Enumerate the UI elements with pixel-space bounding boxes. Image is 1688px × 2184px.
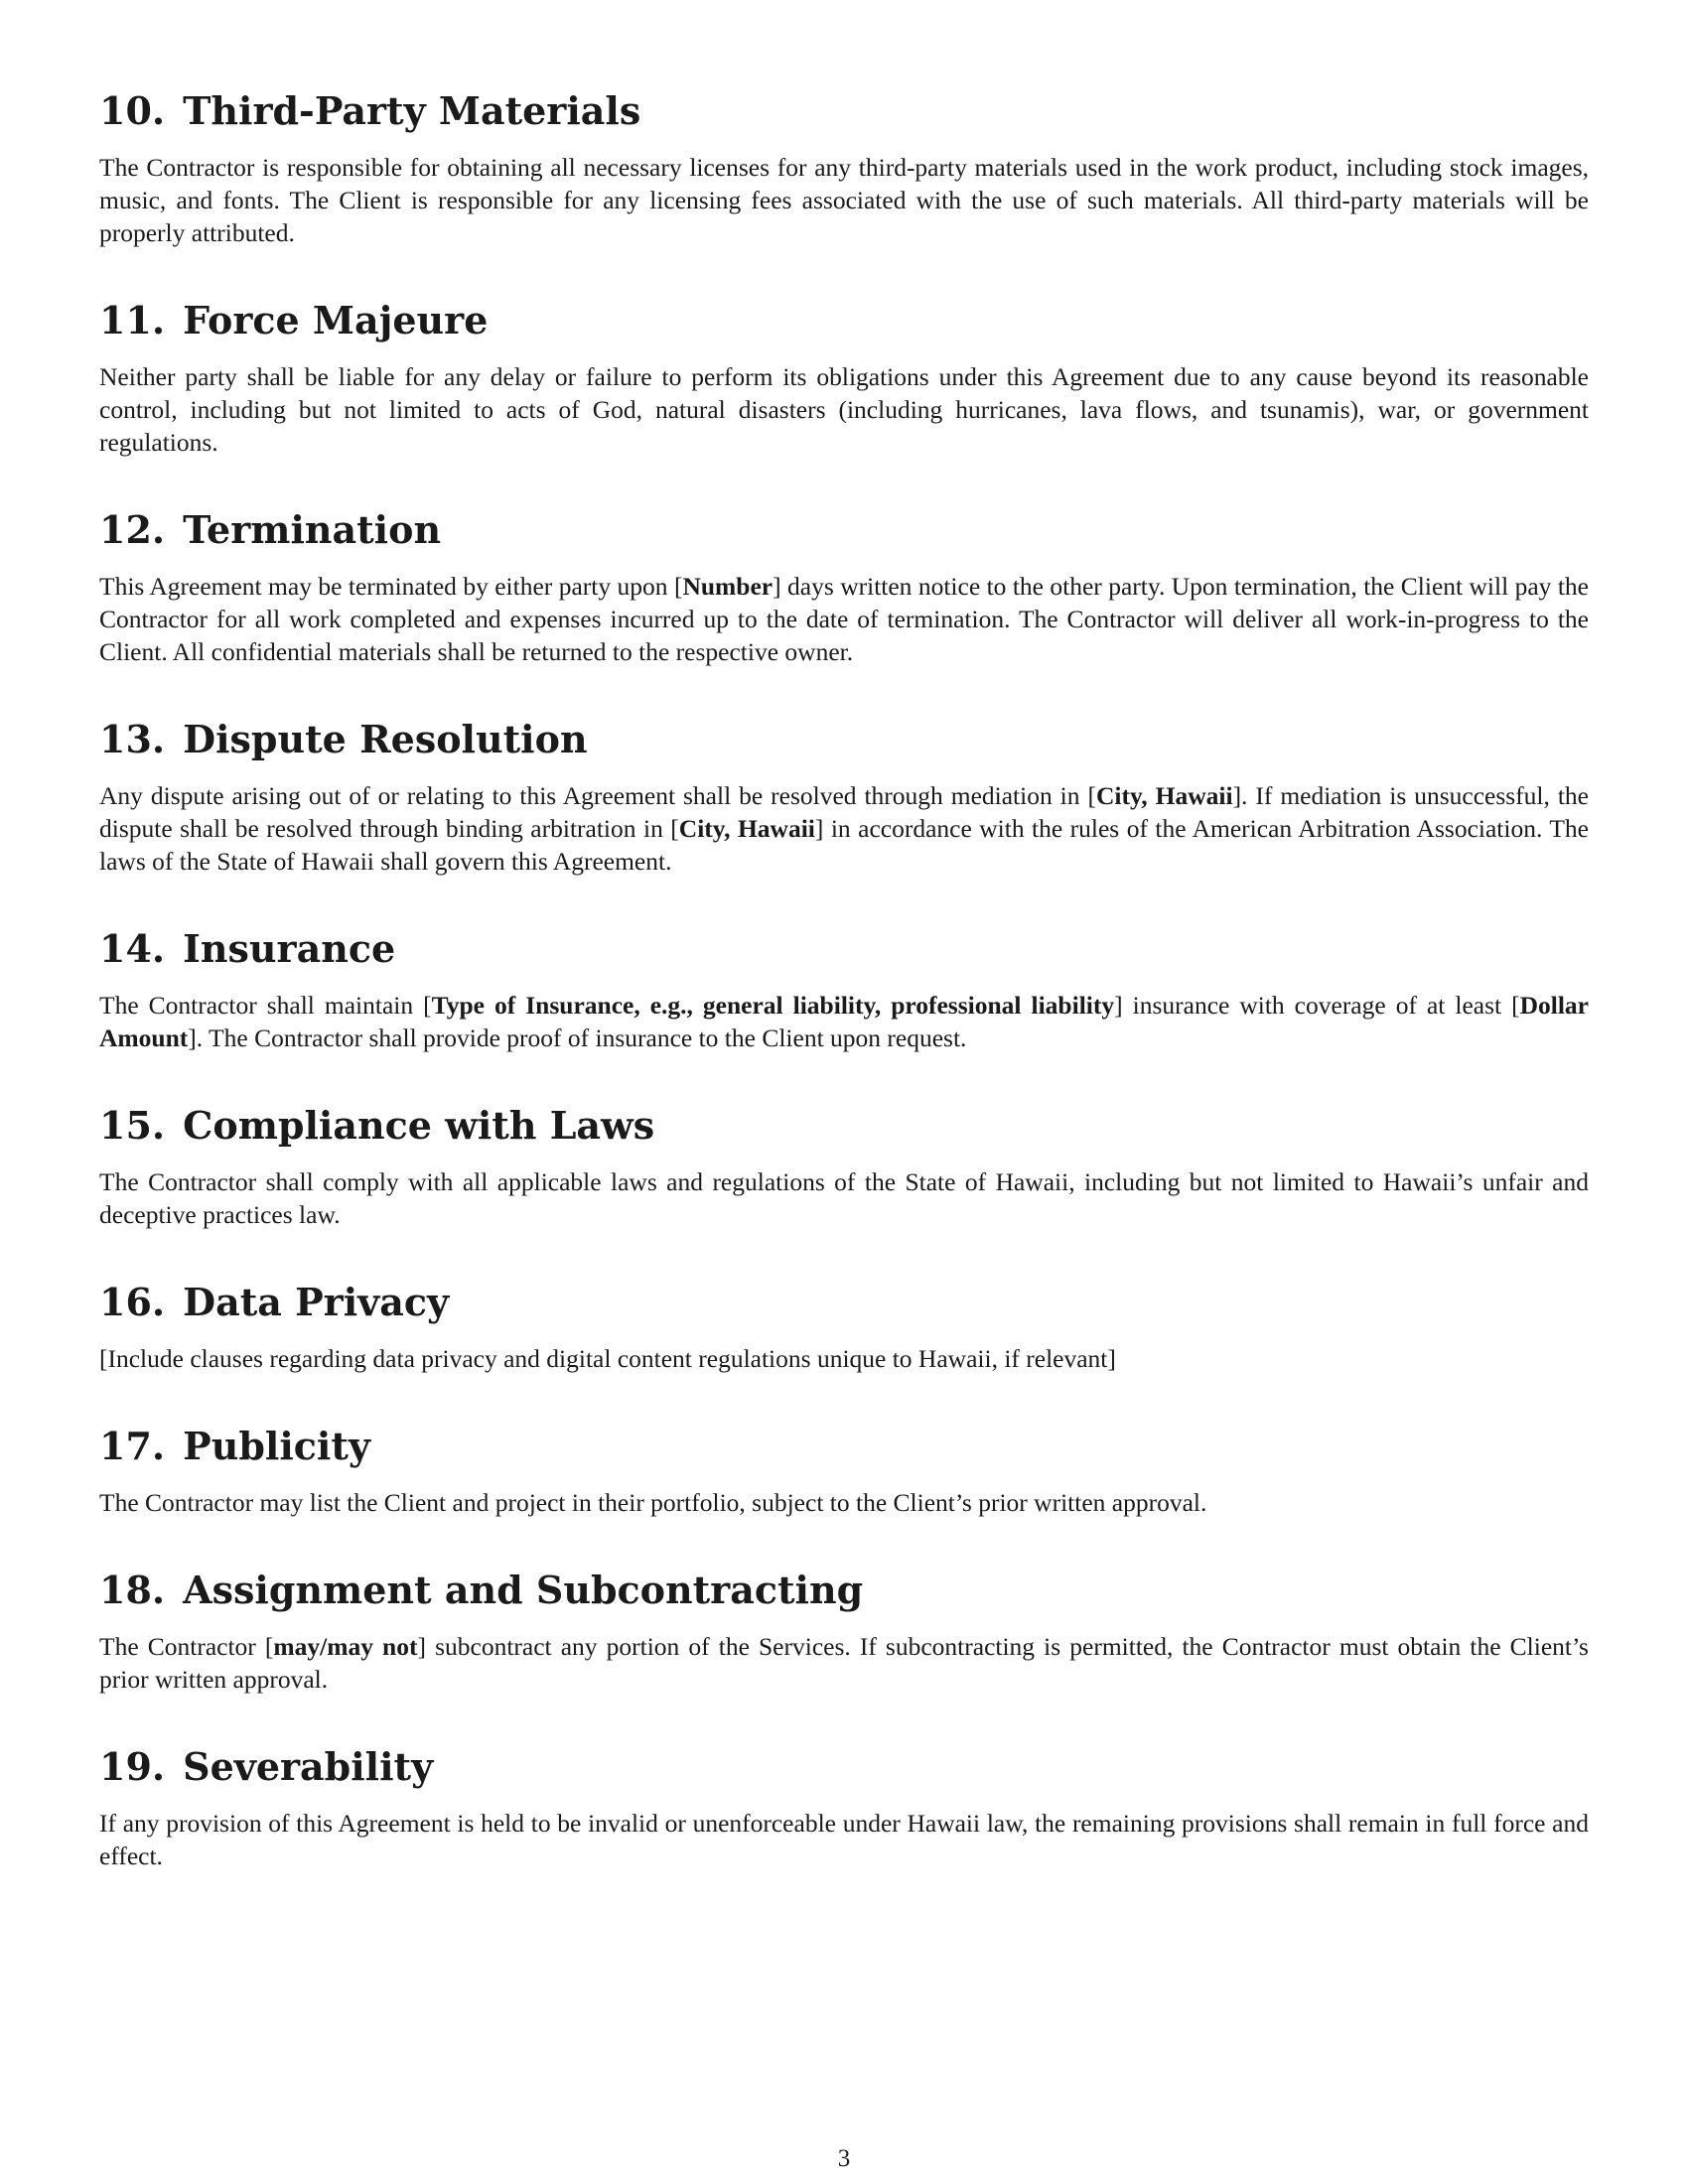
section-heading [99,1277,1589,1328]
section-paragraph [99,1342,1589,1375]
section-data-privacy [99,1277,1589,1375]
section-heading [99,1421,1589,1472]
section-number: 11. [99,298,166,342]
section-paragraph [99,1486,1589,1519]
text-run: [Include clauses regarding data privacy and digital content regulations unique to Hawaii, if relevant] [99,1344,1116,1373]
text-run: This Agreement may be terminated by either party upon [ [99,572,683,601]
section-paragraph [99,989,1589,1054]
section-force-majeure [99,295,1589,459]
text-run: The Contractor shall maintain [ [99,991,432,1020]
page-number: 3 [837,2145,851,2172]
section-heading [99,504,1589,556]
sections-container [99,85,1589,1872]
section-title: Severability [183,1744,434,1789]
section-title: Data Privacy [183,1280,450,1324]
section-number: 16. [99,1280,166,1324]
text-run: ] days written notice to the other party. Upon termination, the Client will pay the Contractor for all work completed and expenses incurred up to the date of termination. The Contractor will deliver all work-in-progress to the Client. All confidential materials shall be returned to the respective owner. [99,572,1590,666]
text-run: ] insurance with coverage of at least [ [1114,991,1520,1020]
section-title: Assignment and Subcontracting [183,1568,864,1612]
section-paragraph [99,1807,1589,1872]
placeholder-city-arbitration: City, Hawaii [678,814,815,843]
section-number: 18. [99,1568,166,1612]
section-title: Dispute Resolution [183,717,588,761]
section-title: Compliance with Laws [183,1103,655,1148]
section-heading [99,295,1589,346]
section-assignment-subcontracting [99,1565,1589,1696]
section-number: 14. [99,926,166,971]
section-paragraph [99,570,1589,668]
section-number: 12. [99,507,166,552]
section-title: Termination [183,507,442,552]
text-run: ] in accordance with the rules of the American Arbitration Association. The laws of the State of Hawaii shall govern this Agreement. [99,814,1589,876]
section-heading [99,714,1589,765]
placeholder-number: Number [682,572,774,601]
section-number: 17. [99,1424,166,1468]
section-number: 13. [99,717,166,761]
text-run: If any provision of this Agreement is held to be invalid or unenforceable under Hawaii law, the remaining provisions shall remain in full force and effect. [99,1809,1589,1870]
section-heading [99,85,1589,137]
section-paragraph [99,360,1589,459]
text-run: The Contractor [ [99,1632,274,1661]
section-title: Third-Party Materials [183,88,641,133]
section-compliance-with-laws [99,1100,1589,1231]
section-paragraph [99,1630,1589,1696]
section-title: Insurance [183,926,396,971]
section-heading [99,1741,1589,1793]
section-heading [99,923,1589,975]
placeholder-may-may-not: may/may not [273,1632,418,1661]
section-termination [99,504,1589,668]
placeholder-dollar-amount: Dollar Amount [99,991,1589,1052]
text-run: ]. The Contractor shall provide proof of insurance to the Client upon request. [188,1024,967,1052]
section-dispute-resolution [99,714,1589,878]
section-publicity [99,1421,1589,1519]
section-number: 19. [99,1744,166,1789]
section-title: Force Majeure [183,298,489,342]
text-run: The Contractor may list the Client and project in their portfolio, subject to the Client’s prior written approval. [99,1488,1207,1517]
document-page [99,85,1589,1918]
text-run: The Contractor is responsible for obtaining all necessary licenses for any third-party materials used in the work product, including stock images, music, and fonts. The Client is responsible for any licensing fees associated with the use of such materials. All third-party materials will be properly attributed. [99,153,1589,247]
section-number: 10. [99,88,166,133]
text-run: Neither party shall be liable for any delay or failure to perform its obligations under this Agreement due to any cause beyond its reasonable control, including but not limited to acts of God, natural disasters (including hurricanes, lava flows, and tsunamis), war, or government regulations. [99,362,1589,457]
section-heading [99,1565,1589,1616]
section-severability [99,1741,1589,1872]
section-paragraph [99,1165,1589,1231]
section-heading [99,1100,1589,1152]
section-paragraph [99,779,1589,878]
text-run: ] subcontract any portion of the Services. If subcontracting is permitted, the Contractor must obtain the Client’s prior written approval. [99,1632,1589,1694]
text-run: Any dispute arising out of or relating to this Agreement shall be resolved through mediation in [ [99,781,1096,810]
section-title: Publicity [183,1424,370,1468]
section-insurance [99,923,1589,1054]
section-third-party-materials [99,85,1589,249]
placeholder-city-mediation: City, Hawaii [1095,781,1233,810]
text-run: ]. If mediation is unsuccessful, the dispute shall be resolved through binding arbitration in [ [99,781,1589,843]
section-paragraph [99,151,1589,249]
placeholder-insurance-type: Type of Insurance, e.g., general liability, professional liability [431,991,1115,1020]
text-run: The Contractor shall comply with all applicable laws and regulations of the State of Hawaii, including but not limited to Hawaii’s unfair and deceptive practices law. [99,1167,1589,1229]
section-number: 15. [99,1103,166,1148]
